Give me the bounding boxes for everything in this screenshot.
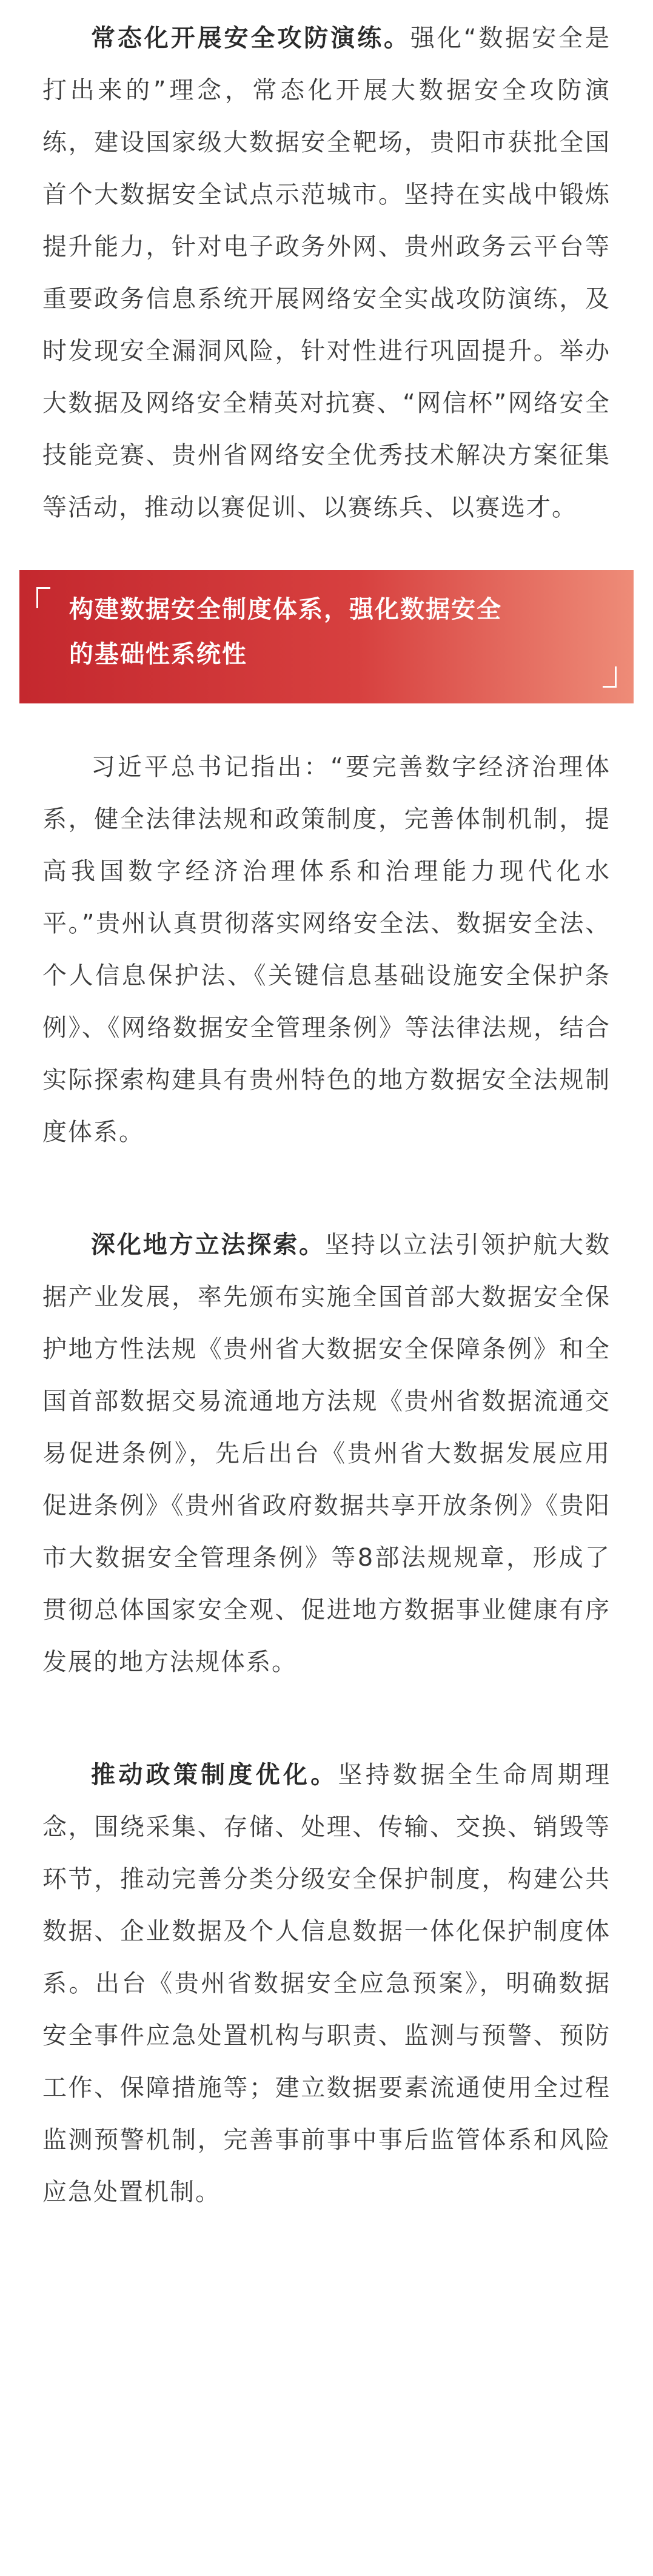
- paragraph-quote: [42, 741, 611, 1158]
- corner-bracket-top-left: [36, 587, 50, 608]
- paragraph-policy-optimization: [42, 1749, 611, 2218]
- paragraph-lead: 常态化开展安全攻防演练。: [91, 24, 410, 52]
- paragraph-body: 习近平总书记指出：“要完善数字经济治理体系，健全法律法规和政策制度，完善体制机制，提高我国数字经济治理体系和治理能力现代化水平。”贵州认真贯彻落实网络安全法、数据安全法、个人信息保护法、《关键信息基础设施安全保护条例》、《网络数据安全管理条例》等法律法规，结合实际探索构建具有贵州特色的地方数据安全法规制度体系。: [42, 753, 611, 1146]
- paragraph-local-legislation: [42, 1219, 611, 1688]
- section-heading-line-1: 构建数据安全制度体系，强化数据安全: [69, 595, 502, 623]
- corner-bracket-bottom-right: [603, 666, 617, 688]
- paragraph-body: 坚持以立法引领护航大数据产业发展，率先颁布实施全国首部大数据安全保护地方性法规《贵州省大数据安全保障条例》和全国首部数据交易流通地方法规《贵州省数据流通交易促进条例》，先后出台《贵州省大数据发展应用促进条例》《贵州省政府数据共享开放条例》《贵阳市大数据安全管理条例》等8部法规规章，形成了贯彻总体国家安全观、促进地方数据事业健康有序发展的地方法规体系。: [42, 1231, 611, 1676]
- paragraph-attack-defense-drills: [42, 0, 611, 534]
- section-heading-line-2: 的基础性系统性: [69, 640, 247, 668]
- paragraph-lead: 深化地方立法探索。: [91, 1231, 326, 1259]
- paragraph-lead: 推动政策制度优化。: [91, 1761, 338, 1789]
- paragraph-body: 坚持数据全生命周期理念，围绕采集、存储、处理、传输、交换、销毁等环节，推动完善分类分级安全保护制度，构建公共数据、企业数据及个人信息数据一体化保护制度体系。出台《贵州省数据安全应急预案》，明确数据安全事件应急处置机构与职责、监测与预警、预防工作、保障措施等；建立数据要素流通使用全过程监测预警机制，完善事前事中事后监管体系和风险应急处置机制。: [42, 1761, 611, 2206]
- section-heading-banner: [19, 570, 634, 703]
- paragraph-body: 强化“数据安全是打出来的”理念，常态化开展大数据安全攻防演练，建设国家级大数据安全靶场，贵阳市获批全国首个大数据安全试点示范城市。坚持在实战中锻炼提升能力，针对电子政务外网、贵州政务云平台等重要政务信息系统开展网络安全实战攻防演练，及时发现安全漏洞风险，针对性进行巩固提升。举办大数据及网络安全精英对抗赛、“网信杯”网络安全技能竞赛、贵州省网络安全优秀技术解决方案征集等活动，推动以赛促训、以赛练兵、以赛选才。: [42, 24, 611, 522]
